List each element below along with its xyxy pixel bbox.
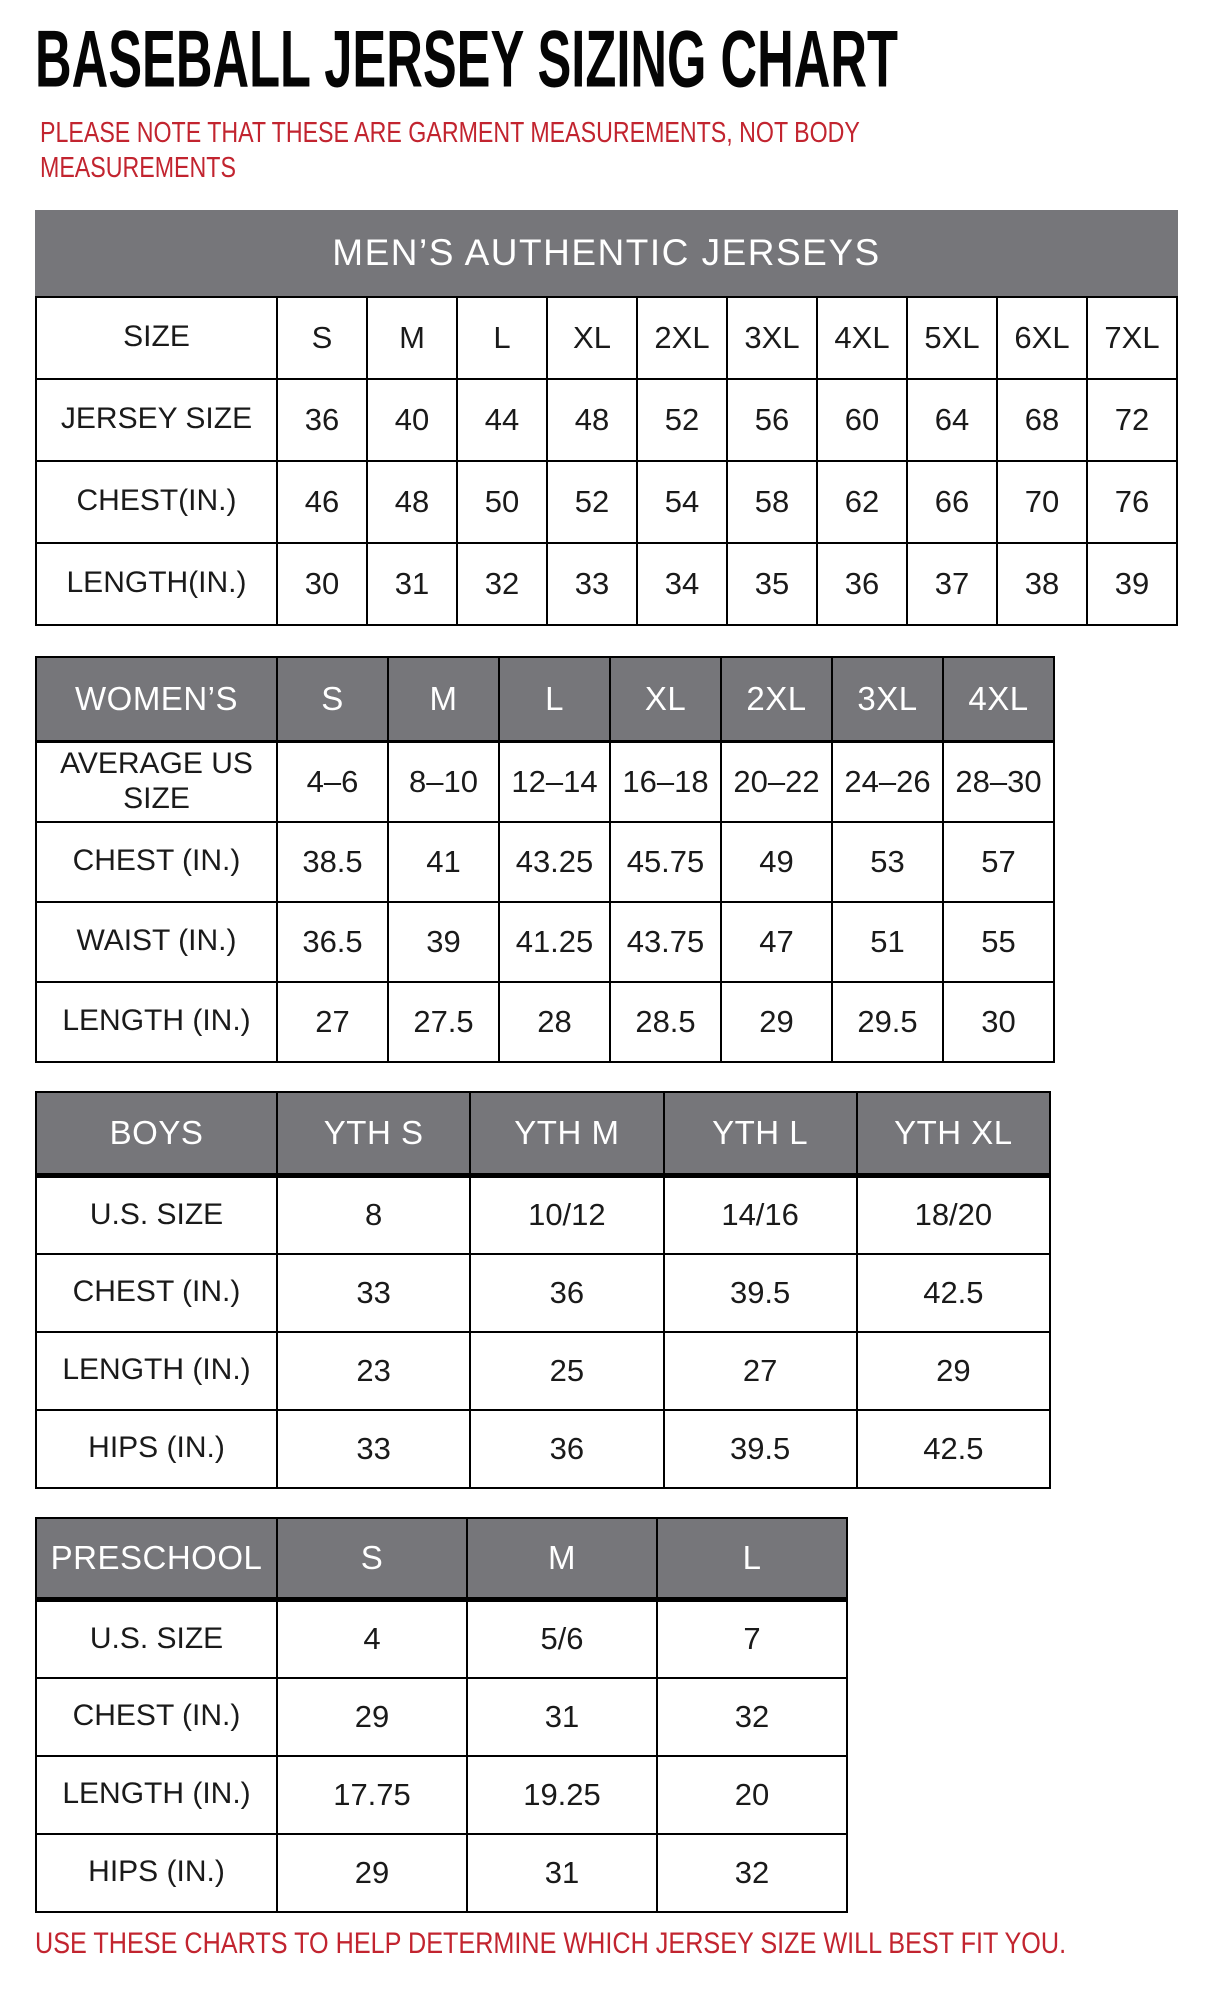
size-value-cell: 29 (721, 982, 832, 1062)
size-value-cell: 29.5 (832, 982, 943, 1062)
size-value-cell: 41.25 (499, 902, 610, 982)
size-value-cell: 28–30 (943, 742, 1054, 822)
preschool-size-table (35, 1517, 848, 1913)
size-value-cell: 32 (457, 543, 547, 625)
size-value-cell: 68 (997, 379, 1087, 461)
size-value-cell: 72 (1087, 379, 1177, 461)
size-value-cell: 56 (727, 379, 817, 461)
size-value-cell: 7 (657, 1600, 847, 1678)
table-row (36, 1410, 1050, 1488)
size-column-header: M (388, 657, 499, 742)
size-value-cell: 49 (721, 822, 832, 902)
size-value-cell: 52 (637, 379, 727, 461)
size-value-cell: 60 (817, 379, 907, 461)
size-value-cell: 35 (727, 543, 817, 625)
garment-measurements-note: PLEASE NOTE THAT THESE ARE GARMENT MEASUREMENTS, NOT BODY MEASUREMENTS (40, 117, 860, 184)
size-value-cell: 47 (721, 902, 832, 982)
size-column-header: 3XL (832, 657, 943, 742)
size-value-cell: 33 (277, 1410, 470, 1488)
size-value-cell: 14/16 (664, 1176, 857, 1254)
table-header-row (36, 1518, 847, 1600)
size-value-cell: 39.5 (664, 1410, 857, 1488)
size-value-cell: 36 (817, 543, 907, 625)
size-value-cell: S (277, 297, 367, 379)
size-value-cell: 40 (367, 379, 457, 461)
size-value-cell: 31 (467, 1834, 657, 1912)
mens-jerseys-section (35, 210, 1220, 626)
size-value-cell: 34 (637, 543, 727, 625)
table-row (36, 1600, 847, 1678)
size-value-cell: 16–18 (610, 742, 721, 822)
row-label-cell: U.S. SIZE (36, 1176, 277, 1254)
size-value-cell: 27.5 (388, 982, 499, 1062)
table-row (36, 1678, 847, 1756)
table-row (36, 902, 1054, 982)
size-value-cell: L (457, 297, 547, 379)
table-row (36, 461, 1177, 543)
size-value-cell: 31 (467, 1678, 657, 1756)
size-value-cell: 50 (457, 461, 547, 543)
size-value-cell: 30 (277, 543, 367, 625)
table-row (36, 1176, 1050, 1254)
table-row (36, 1834, 847, 1912)
row-label-cell: SIZE (36, 297, 277, 379)
size-value-cell: XL (547, 297, 637, 379)
size-value-cell: 12–14 (499, 742, 610, 822)
size-value-cell: 52 (547, 461, 637, 543)
table-row (36, 543, 1177, 625)
table-header-row (36, 1092, 1050, 1176)
size-column-header: L (499, 657, 610, 742)
size-value-cell: 42.5 (857, 1410, 1050, 1488)
size-value-cell: 19.25 (467, 1756, 657, 1834)
size-value-cell: 20 (657, 1756, 847, 1834)
size-value-cell: 55 (943, 902, 1054, 982)
table-row (36, 1254, 1050, 1332)
size-value-cell: 46 (277, 461, 367, 543)
size-value-cell: 57 (943, 822, 1054, 902)
size-value-cell: 24–26 (832, 742, 943, 822)
size-column-header: S (277, 1518, 467, 1600)
size-value-cell: 51 (832, 902, 943, 982)
size-value-cell: 10/12 (470, 1176, 663, 1254)
size-value-cell: 38.5 (277, 822, 388, 902)
size-value-cell: 70 (997, 461, 1087, 543)
size-value-cell: 53 (832, 822, 943, 902)
row-label-cell: CHEST (IN.) (36, 1678, 277, 1756)
group-header-cell: WOMEN’S (36, 657, 277, 742)
size-column-header: YTH M (470, 1092, 663, 1176)
size-value-cell: 33 (277, 1254, 470, 1332)
size-value-cell: 3XL (727, 297, 817, 379)
table-row (36, 1756, 847, 1834)
size-value-cell: 48 (547, 379, 637, 461)
size-value-cell: 64 (907, 379, 997, 461)
preschool-jerseys-section (35, 1517, 1220, 1913)
row-label-cell: CHEST (IN.) (36, 822, 277, 902)
size-value-cell: 36 (470, 1410, 663, 1488)
size-value-cell: 29 (857, 1332, 1050, 1410)
size-column-header: 4XL (943, 657, 1054, 742)
size-value-cell: 5/6 (467, 1600, 657, 1678)
table-row (36, 822, 1054, 902)
size-value-cell: 36.5 (277, 902, 388, 982)
size-value-cell: 27 (664, 1332, 857, 1410)
size-value-cell: 17.75 (277, 1756, 467, 1834)
size-value-cell: 8–10 (388, 742, 499, 822)
size-value-cell: 29 (277, 1834, 467, 1912)
size-value-cell: 41 (388, 822, 499, 902)
size-value-cell: 43.25 (499, 822, 610, 902)
size-column-header: L (657, 1518, 847, 1600)
size-value-cell: 48 (367, 461, 457, 543)
size-column-header: S (277, 657, 388, 742)
size-value-cell: 28.5 (610, 982, 721, 1062)
table-row (36, 379, 1177, 461)
table-row (36, 742, 1054, 822)
size-value-cell: 7XL (1087, 297, 1177, 379)
size-value-cell: 4–6 (277, 742, 388, 822)
row-label-cell: WAIST (IN.) (36, 902, 277, 982)
row-label-cell: LENGTH (IN.) (36, 1332, 277, 1410)
mens-size-table (35, 296, 1178, 626)
size-value-cell: 33 (547, 543, 637, 625)
size-column-header: YTH XL (857, 1092, 1050, 1176)
group-header-cell: BOYS (36, 1092, 277, 1176)
row-label-cell: JERSEY SIZE (36, 379, 277, 461)
size-value-cell: 8 (277, 1176, 470, 1254)
size-value-cell: 36 (277, 379, 367, 461)
size-value-cell: 44 (457, 379, 547, 461)
size-value-cell: 39 (1087, 543, 1177, 625)
size-value-cell: 42.5 (857, 1254, 1050, 1332)
size-column-header: M (467, 1518, 657, 1600)
row-label-cell: AVERAGE US SIZE (36, 742, 277, 822)
size-value-cell: 62 (817, 461, 907, 543)
size-value-cell: 76 (1087, 461, 1177, 543)
page-title: BASEBALL JERSEY SIZING CHART (35, 12, 898, 105)
size-value-cell: 18/20 (857, 1176, 1050, 1254)
size-value-cell: 32 (657, 1834, 847, 1912)
size-value-cell: 27 (277, 982, 388, 1062)
row-label-cell: LENGTH(IN.) (36, 543, 277, 625)
table-row (36, 982, 1054, 1062)
boys-jerseys-section (35, 1091, 1220, 1489)
size-value-cell: 28 (499, 982, 610, 1062)
womens-jerseys-section (35, 656, 1220, 1063)
size-value-cell: 45.75 (610, 822, 721, 902)
boys-size-table (35, 1091, 1051, 1489)
size-value-cell: 66 (907, 461, 997, 543)
size-column-header: YTH L (664, 1092, 857, 1176)
row-label-cell: HIPS (IN.) (36, 1834, 277, 1912)
fit-advice-footer: USE THESE CHARTS TO HELP DETERMINE WHICH JERSEY SIZE WILL BEST FIT YOU. (35, 1926, 1067, 1960)
size-value-cell: 39.5 (664, 1254, 857, 1332)
row-label-cell: HIPS (IN.) (36, 1410, 277, 1488)
size-value-cell: 36 (470, 1254, 663, 1332)
size-value-cell: 30 (943, 982, 1054, 1062)
group-header-cell: PRESCHOOL (36, 1518, 277, 1600)
size-value-cell: 37 (907, 543, 997, 625)
size-column-header: YTH S (277, 1092, 470, 1176)
size-value-cell: 20–22 (721, 742, 832, 822)
size-value-cell: 2XL (637, 297, 727, 379)
row-label-cell: LENGTH (IN.) (36, 982, 277, 1062)
table-row (36, 297, 1177, 379)
table-header-row (36, 657, 1054, 742)
size-value-cell: 4XL (817, 297, 907, 379)
mens-table-banner: MEN’S AUTHENTIC JERSEYS (35, 210, 1178, 296)
womens-size-table (35, 656, 1055, 1063)
size-value-cell: 5XL (907, 297, 997, 379)
size-value-cell: 54 (637, 461, 727, 543)
row-label-cell: CHEST(IN.) (36, 461, 277, 543)
size-value-cell: 43.75 (610, 902, 721, 982)
table-row (36, 1332, 1050, 1410)
size-value-cell: M (367, 297, 457, 379)
row-label-cell: LENGTH (IN.) (36, 1756, 277, 1834)
size-value-cell: 32 (657, 1678, 847, 1756)
size-value-cell: 38 (997, 543, 1087, 625)
size-value-cell: 25 (470, 1332, 663, 1410)
size-value-cell: 6XL (997, 297, 1087, 379)
size-value-cell: 39 (388, 902, 499, 982)
row-label-cell: CHEST (IN.) (36, 1254, 277, 1332)
size-value-cell: 31 (367, 543, 457, 625)
size-value-cell: 58 (727, 461, 817, 543)
size-value-cell: 29 (277, 1678, 467, 1756)
size-value-cell: 23 (277, 1332, 470, 1410)
sizing-chart-page (0, 12, 1220, 1992)
size-value-cell: 4 (277, 1600, 467, 1678)
size-column-header: 2XL (721, 657, 832, 742)
size-column-header: XL (610, 657, 721, 742)
row-label-cell: U.S. SIZE (36, 1600, 277, 1678)
